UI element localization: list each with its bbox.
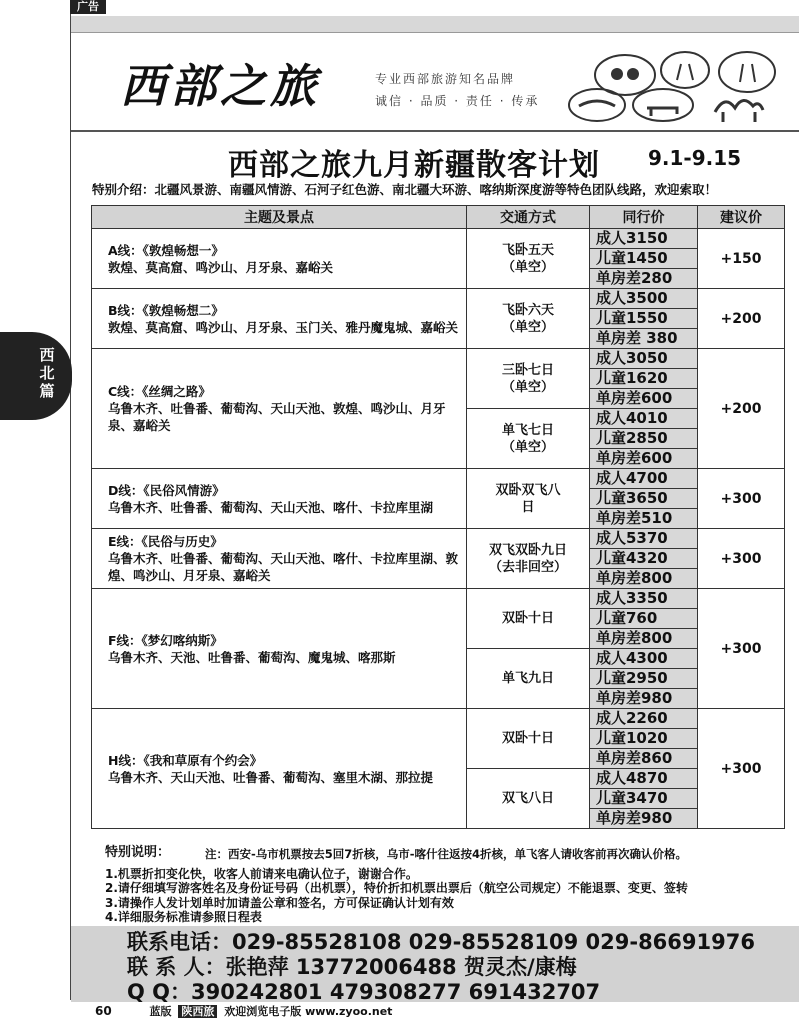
suggested-price: +300 bbox=[698, 469, 785, 529]
price-cell: 儿童1620 bbox=[590, 369, 698, 389]
contact-person: 联 系 人：张艳萍 13772006488 贺灵杰/康梅 bbox=[127, 955, 577, 979]
route-cell bbox=[92, 349, 467, 469]
cheetah-icon bbox=[569, 89, 625, 121]
table-header-row bbox=[92, 206, 785, 229]
suggested-price: +300 bbox=[698, 709, 785, 829]
date-range: 9.1-9.15 bbox=[648, 146, 742, 170]
price-cell: 成人5370 bbox=[590, 529, 698, 549]
note-item: 3.请操作人发计划单时加请盖公章和签名，方可保证确认计划有效 bbox=[105, 895, 454, 910]
page-title: 西部之旅九月新疆散客计划 bbox=[228, 148, 600, 183]
price-cell: 单房差510 bbox=[590, 509, 698, 529]
price-cell: 儿童1450 bbox=[590, 249, 698, 269]
price-cell: 单房差600 bbox=[590, 389, 698, 409]
column-header: 交通方式 bbox=[467, 206, 590, 229]
transport-cell: 双卧十日 bbox=[467, 709, 590, 769]
route-line: F线：《梦幻喀纳斯》 bbox=[108, 632, 223, 648]
price-cell: 单房差860 bbox=[590, 749, 698, 769]
price-cell: 单房差280 bbox=[590, 269, 698, 289]
footer-section: 蓝版 bbox=[149, 1005, 172, 1018]
price-cell: 成人3150 bbox=[590, 229, 698, 249]
brand-slogan-1: 专业西部旅游知名品牌 bbox=[375, 72, 516, 86]
route-cell bbox=[92, 589, 467, 709]
price-cell: 单房差800 bbox=[590, 569, 698, 589]
notes-headline: 注：西安-乌市机票按去5回7折核，乌市-喀什往返按4折核，单飞客人请收客前再次确认价格。 bbox=[205, 847, 688, 861]
route-cell bbox=[92, 709, 467, 829]
transport-cell: 单飞九日 bbox=[467, 649, 590, 709]
transport-cell: 双飞双卧九日（去非回空） bbox=[467, 529, 590, 589]
top-bar bbox=[71, 16, 799, 33]
antelope-icon bbox=[661, 52, 709, 88]
ad-label: 广告 bbox=[70, 0, 106, 14]
route-line: A线：《敦煌畅想一》 bbox=[108, 242, 224, 258]
note-item: 4.详细服务标准请参照日程表 bbox=[105, 910, 262, 924]
transport-cell: 飞卧六天（单空） bbox=[467, 289, 590, 349]
camel-icon bbox=[715, 100, 763, 122]
route-spots: 乌鲁木齐、吐鲁番、葡萄沟、天山天池、敦煌、鸣沙山、月牙泉、嘉峪关 bbox=[108, 401, 446, 433]
column-header: 同行价 bbox=[590, 206, 698, 229]
price-cell: 儿童1020 bbox=[590, 729, 698, 749]
suggested-price: +300 bbox=[698, 589, 785, 709]
note-item: 2.请仔细填写游客姓名及身份证号码（出机票），特价折扣机票出票后（航空公司规定）不能退票、变更、签转 bbox=[105, 881, 688, 895]
route-line: B线：《敦煌畅想二》 bbox=[108, 302, 224, 318]
route-spots: 乌鲁木齐、吐鲁番、葡萄沟、天山天池、喀什、卡拉库里湖、敦煌、鸣沙山、月牙泉、嘉峪关 bbox=[108, 551, 459, 583]
price-cell: 儿童3650 bbox=[590, 489, 698, 509]
contact-panel bbox=[71, 926, 799, 1002]
route-line: E线：《民俗与历史》 bbox=[108, 534, 223, 549]
deer-icon bbox=[719, 52, 775, 92]
transport-cell: 双卧双飞八日 bbox=[467, 469, 590, 529]
price-cell: 成人3500 bbox=[590, 289, 698, 309]
route-cell bbox=[92, 289, 467, 349]
price-cell: 单房差800 bbox=[590, 629, 698, 649]
route-cell bbox=[92, 469, 467, 529]
route-spots: 乌鲁木齐、天山天池、吐鲁番、葡萄沟、塞里木湖、那拉提 bbox=[108, 769, 434, 785]
suggested-price: +200 bbox=[698, 289, 785, 349]
price-cell: 单房差 380 bbox=[590, 329, 698, 349]
transport-cell: 飞卧五天（单空） bbox=[467, 229, 590, 289]
price-cell: 儿童2950 bbox=[590, 669, 698, 689]
price-cell: 成人3050 bbox=[590, 349, 698, 369]
price-cell: 儿童760 bbox=[590, 609, 698, 629]
route-line: C线：《丝绸之路》 bbox=[108, 384, 211, 399]
transport-cell: 三卧七日（单空） bbox=[467, 349, 590, 409]
notes-label: 特别说明： bbox=[105, 845, 171, 860]
price-cell: 成人2260 bbox=[590, 709, 698, 729]
column-header: 建议价 bbox=[698, 206, 785, 229]
contact-qq: Q Q：390242801 479308277 691432707 bbox=[127, 980, 601, 1004]
price-cell: 单房差980 bbox=[590, 689, 698, 709]
transport-cell: 单飞七日（单空） bbox=[467, 409, 590, 469]
price-cell: 儿童2850 bbox=[590, 429, 698, 449]
footer-website[interactable]: 欢迎浏览电子版 www.zyoo.net bbox=[224, 1005, 393, 1018]
price-cell: 成人4700 bbox=[590, 469, 698, 489]
column-header: 主题及景点 bbox=[92, 206, 467, 229]
route-cell bbox=[92, 229, 467, 289]
price-cell: 成人4010 bbox=[590, 409, 698, 429]
animal-illustrations bbox=[565, 50, 790, 125]
price-cell: 成人4870 bbox=[590, 769, 698, 789]
price-cell: 儿童4320 bbox=[590, 549, 698, 569]
brand-logo: 西部之旅 bbox=[120, 59, 320, 113]
route-spots: 乌鲁木齐、天池、吐鲁番、葡萄沟、魔鬼城、喀那斯 bbox=[108, 649, 396, 665]
transport-cell: 双飞八日 bbox=[467, 769, 590, 829]
route-line: D线：《民俗风情游》 bbox=[108, 482, 225, 498]
price-cell: 儿童3470 bbox=[590, 789, 698, 809]
header-divider bbox=[71, 130, 799, 132]
side-tab-char: 西 bbox=[39, 346, 55, 364]
price-cell: 儿童1550 bbox=[590, 309, 698, 329]
price-table bbox=[91, 205, 785, 829]
route-cell bbox=[92, 529, 467, 589]
magazine-logo: 陕西旅 bbox=[178, 1005, 217, 1018]
route-spots: 敦煌、莫高窟、鸣沙山、月牙泉、玉门关、雅丹魔鬼城、嘉峪关 bbox=[108, 319, 459, 335]
suggested-price: +300 bbox=[698, 529, 785, 589]
page-number: 60 bbox=[95, 1004, 112, 1018]
intro-text: 特别介绍：北疆风景游、南疆风情游、石河子红色游、南北疆大环游、喀纳斯深度游等特色团队线路，欢迎索取！ bbox=[92, 182, 718, 197]
route-line: H线：《我和草原有个约会》 bbox=[108, 752, 263, 768]
route-spots: 敦煌、莫高窟、鸣沙山、月牙泉、嘉峪关 bbox=[108, 259, 334, 275]
contact-phone: 联系电话：029-85528108 029-85528109 029-86691976 bbox=[127, 930, 755, 954]
side-tab-char: 北 bbox=[39, 364, 55, 382]
brand-slogan-2: 诚信 · 品质 · 责任 · 传承 bbox=[375, 94, 540, 108]
note-item: 1.机票折扣变化快，收客人前请来电确认位子，谢谢合作。 bbox=[105, 866, 418, 881]
route-spots: 乌鲁木齐、吐鲁番、葡萄沟、天山天池、喀什、卡拉库里湖 bbox=[108, 499, 434, 515]
price-cell: 成人4300 bbox=[590, 649, 698, 669]
price-cell: 成人3350 bbox=[590, 589, 698, 609]
price-cell: 单房差980 bbox=[590, 809, 698, 829]
side-tab-char: 篇 bbox=[39, 382, 55, 400]
yak-icon bbox=[633, 89, 693, 121]
suggested-price: +200 bbox=[698, 349, 785, 469]
price-cell: 单房差600 bbox=[590, 449, 698, 469]
side-tab-text bbox=[32, 346, 62, 400]
transport-cell: 双卧十日 bbox=[467, 589, 590, 649]
suggested-price: +150 bbox=[698, 229, 785, 289]
